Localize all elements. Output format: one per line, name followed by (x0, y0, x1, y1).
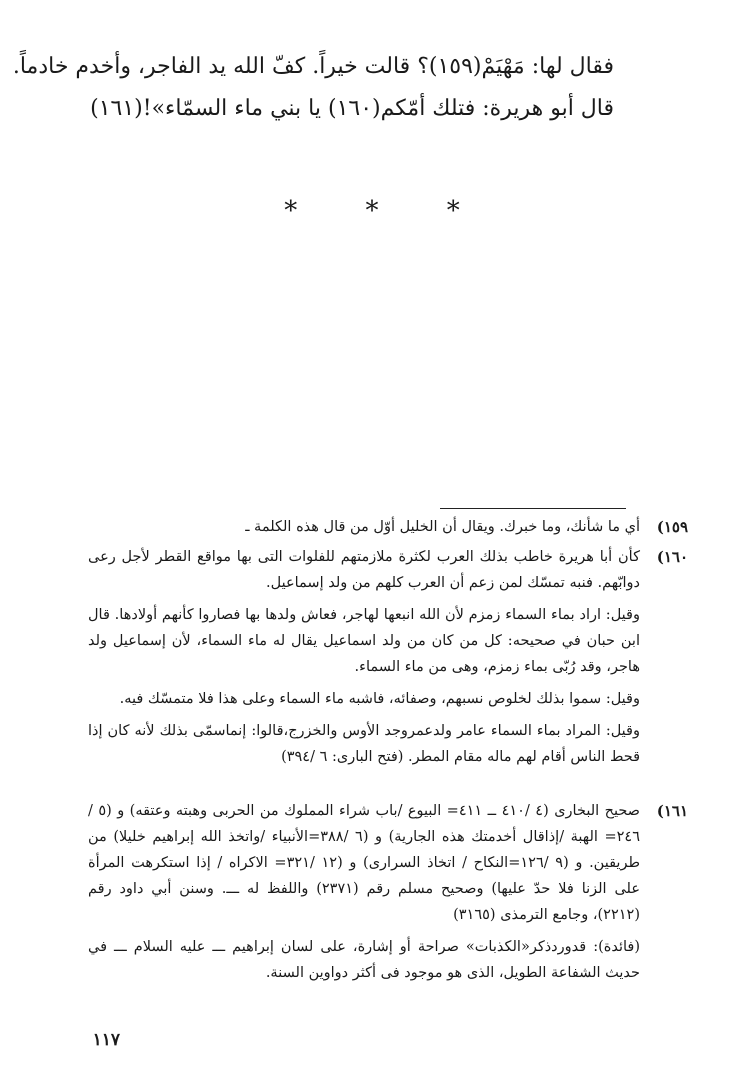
page-number: ١١٧ (92, 1030, 120, 1050)
main-text-line-2: قال أبو هريرة: فتلك أمّكم(١٦٠) يا بني ماء السمّاء»!(١٦١) (90, 96, 614, 121)
footnote-paragraph: كأن أبا هريرة خاطب بذلك العرب لكثرة ملازمتهم للفلوات التى بها مواقع القطر لأجل رعى دوابّهم. فنبه تمسّك لمن زعم أن العرب كلهم من ولد إسماعيل. (88, 549, 640, 591)
footnote-number: ١٦١) (656, 802, 688, 820)
footnote-160 (88, 544, 688, 776)
main-text-line-1: فقال لها: مَهْيَمْ(١٥٩)؟ قالت خيراً. كفّ الله يد الفاجر، وأخدم خادماً. (12, 54, 614, 79)
footnote-161 (88, 798, 688, 992)
footnote-number: ١٥٩) (656, 518, 688, 536)
footnote-paragraph: وقيل: المراد بماء السماء عامر ولدعمروجد الأوس والخزرج،قالوا: إنماسمّى بذلك لأنه كان إذا قحط الناس أقام لهم ماله مقام المطر. (فتح البارى: ٦ /٣٩٤) (88, 723, 640, 765)
footnote-paragraph: صحيح البخارى (٤ /٤١٠ ــ ٤١١= البيوع /باب شراء المملوك من الحربى وهبته وعتقه) و (٥ /٢٤٦= الهبة /إذاقال أخدمتك هذه الجارية) و (٦ /٣٨٨=الأنبياء /واتخذ الله إبراهيم خليلا) من طريقين. و (٩ /١٢٦=النكاح / اتخاذ السرارى) و (١٢ /٣٢١= الاكراه / إذا استكرهت المرأة على الزنا فلا حدّ عليها) وصحيح مسلم رقم (٢٣٧١) واللفظ له ـــ. وسنن أبي داود رقم (٢٢١٢)، وجامع الترمذى (٣١٦٥) (88, 803, 640, 923)
footnote-divider (440, 508, 626, 509)
footnote-paragraph: (فائدة): قدوردذكر«الكذبات» صراحة أو إشارة، على لسان إبراهيم ـــ عليه السلام ـــ في حديث الشفاعة الطويل، الذى هو موجود فى أكثر دواوين السنة. (88, 939, 640, 981)
footnote-paragraph: وقيل: اراد بماء السماء زمزم لأن الله انبعها لهاجر، فعاش ولدها بها فصاروا كأنهم أولادها. قال ابن حبان في صحيحه: كل من كان من ولد اسماعيل يقال له ماء السماء، لأن إسماعيل ولد هاجر، وقد رُبّى بماء زمزم، وهى من ماء السماء. (88, 607, 640, 675)
footnote-159 (88, 514, 688, 546)
footnote-paragraph: أي ما شأنك، وما خبرك. ويقال أن الخليل أوّل من قال هذه الكلمة ـ (245, 519, 640, 535)
footnote-paragraph: وقيل: سموا بذلك لخلوص نسبهم، وصفائه، فاشبه ماء السماء وعلى هذا فلا متمسّك فيه. (119, 691, 640, 707)
footnote-number: ١٦٠) (656, 548, 688, 566)
section-separator: * * * (284, 196, 490, 226)
